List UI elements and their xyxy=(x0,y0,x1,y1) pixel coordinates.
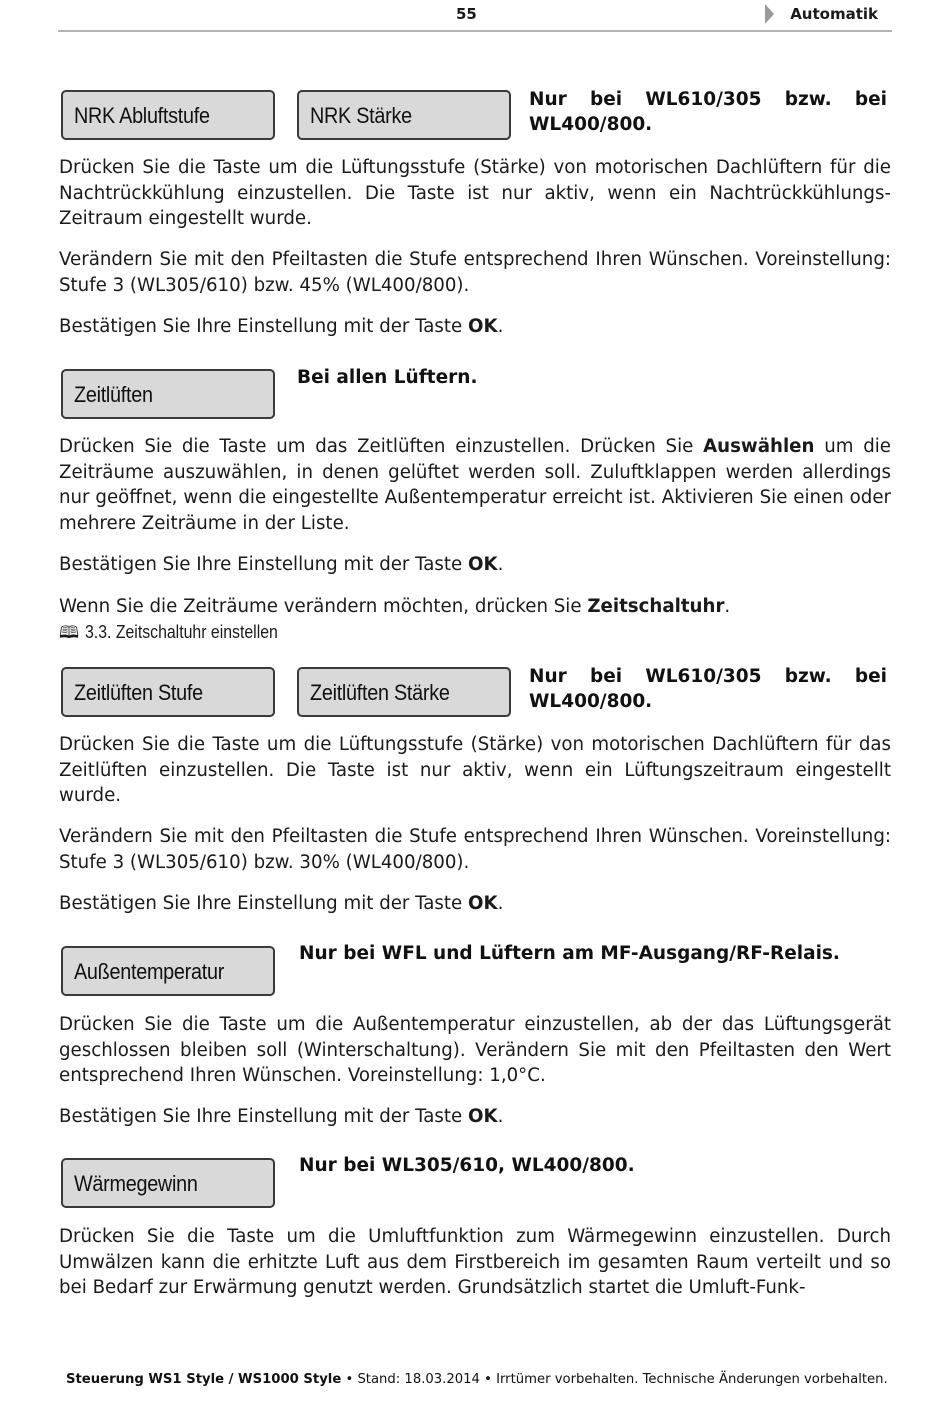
zeitlueften-stufe-button[interactable]: Zeitlüften Stufe xyxy=(61,667,275,717)
paragraph-confirm: Bestätigen Sie Ihre Einstellung mit der Taste OK. xyxy=(59,554,504,575)
paragraph-nrk-description: Drücken Sie die Taste um die Lüftungsstufe (Stärke) von motorischen Dachlüftern für die Nachtrückkühlung einzustellen. Die Taste ist nur aktiv, wenn ein Nachtrückkühlungs-Zeitraum eingestellt wurde. xyxy=(59,157,891,230)
paragraph-zeitlueften-preset: Verändern Sie mit den Pfeiltasten die Stufe entsprechend Ihren Wünschen. Voreinstellung: Stufe 3 (WL305/610) bzw. 30% (WL400/800). xyxy=(59,826,891,873)
availability-note: Nur bei WL305/610, WL400/800. xyxy=(299,1155,635,1176)
availability-note: Bei allen Lüftern. xyxy=(297,367,478,388)
zeitlueften-button[interactable]: Zeitlüften xyxy=(61,369,275,419)
paragraph-aussentemperatur-description: Drücken Sie die Taste um die Außentemperatur einzustellen, ab der das Lüftungsgerät geschlossen bleiben soll (Winterschaltung). Verändern Sie mit den Pfeiltasten den Wert entsprechend Ihren Wünschen. Voreinstellung: 1,0°C. xyxy=(59,1014,891,1087)
nrk-abluftstufe-button[interactable]: NRK Abluftstufe xyxy=(61,90,275,140)
cross-reference[interactable] xyxy=(59,620,304,649)
paragraph-confirm: Bestätigen Sie Ihre Einstellung mit der Taste OK. xyxy=(59,1106,504,1127)
reference-link[interactable]: 3.3. Zeitschaltuhr einstellen xyxy=(85,622,278,642)
page-number: 55 xyxy=(456,5,477,23)
paragraph-change-schedule: Wenn Sie die Zeiträume verändern möchten, drücken Sie Zeitschaltuhr. xyxy=(59,596,731,617)
page-header xyxy=(58,0,892,32)
paragraph-zeitlueften-stufe-description: Drücken Sie die Taste um die Lüftungsstufe (Stärke) von motorischen Dachlüftern für das Zeitlüften einzustellen. Die Taste ist nur aktiv, wenn ein Lüftungszeitraum eingestellt wurde. xyxy=(59,734,891,807)
page-footer: Steuerung WS1 Style / WS1000 Style • Stand: 18.03.2014 • Irrtümer vorbehalten. Technische Änderungen vorbehalten. xyxy=(66,1372,888,1387)
availability-note: Nur bei WFL und Lüftern am MF-Ausgang/RF-Relais. xyxy=(299,943,840,964)
paragraph-nrk-preset: Verändern Sie mit den Pfeiltasten die Stufe entsprechend Ihren Wünschen. Voreinstellung: Stufe 3 (WL305/610) bzw. 45% (WL400/800). xyxy=(59,249,891,296)
nrk-staerke-button[interactable]: NRK Stärke xyxy=(297,90,511,140)
availability-note: Nur bei WL610/305 bzw. bei WL400/800. xyxy=(529,666,887,712)
zeitlueften-staerke-button[interactable]: Zeitlüften Stärke xyxy=(297,667,511,717)
aussentemperatur-button[interactable]: Außentemperatur xyxy=(61,946,275,996)
paragraph-waermegewinn-description: Drücken Sie die Taste um die Umluftfunktion zum Wärmegewinn einzustellen. Durch Umwälzen kann die erhitzte Luft aus dem Firstbereich im gesamten Raum verteilt und so bei Bedarf zur Erwärmung genutzt werden. Grundsätzlich startet die Umluft-Funk- xyxy=(59,1226,891,1299)
paragraph-confirm: Bestätigen Sie Ihre Einstellung mit der Taste OK. xyxy=(59,316,504,337)
book-icon: 🕮 xyxy=(59,623,80,642)
waermegewinn-button[interactable]: Wärmegewinn xyxy=(61,1158,275,1208)
chevron-right-icon xyxy=(765,4,774,24)
availability-note: Nur bei WL610/305 bzw. bei WL400/800. xyxy=(529,89,887,135)
paragraph-confirm: Bestätigen Sie Ihre Einstellung mit der Taste OK. xyxy=(59,893,504,914)
paragraph-zeitlueften-description: Drücken Sie die Taste um das Zeitlüften einzustellen. Drücken Sie Auswählen um die Zeiträume auszuwählen, in denen gelüftet werden soll. Zuluftklappen werden allerdings nur geöffnet, wenn die eingestellte Außentemperatur erreicht ist. Aktivieren Sie einen oder mehrere Zeiträume in der Liste. xyxy=(59,436,891,535)
chapter-title: Automatik xyxy=(790,5,878,23)
